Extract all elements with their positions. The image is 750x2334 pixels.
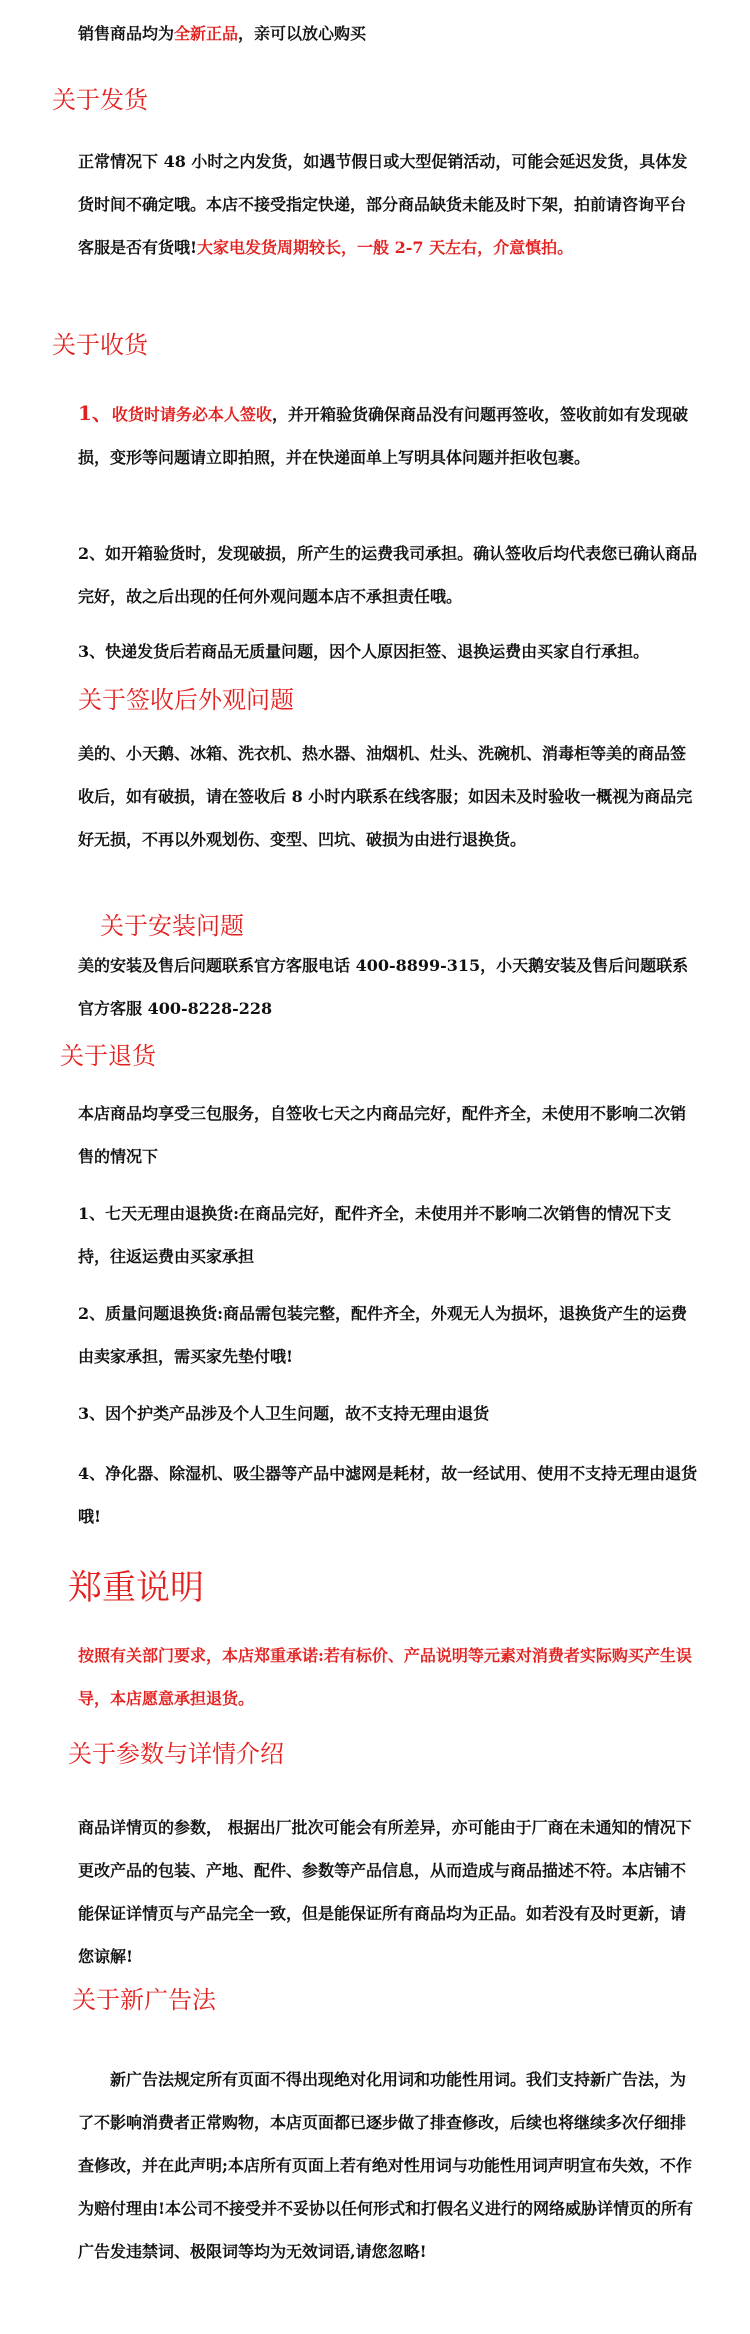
receiving-item-3: 3、快递发货后若商品无质量问题，因个人原因拒签、退换运费由买家自行承担。 bbox=[78, 642, 650, 661]
returns-item-4: 4、净化器、除湿机、吸尘器等产品中滤网是耗材，故一经试用、使用不支持无理由退货哦! bbox=[78, 1464, 698, 1526]
returns-item-2: 2、质量问题退换货:商品需包装完整，配件齐全，外观无人为损坏，退换货产生的运费由卖家承担，需买家先垫付哦! bbox=[78, 1304, 688, 1366]
params-title: 关于参数与详情介绍 bbox=[68, 1740, 284, 1768]
intro-highlight: 全新正品 bbox=[174, 24, 239, 43]
receiving-item-1-highlight: 收货时请务必本人签收 bbox=[111, 405, 272, 424]
shipping-text: 正常情况下 48 小时之内发货，如遇节假日或大型促销活动，可能会延迟发货，具体发货时间不确定哦。本店不接受指定快递，部分商品缺货未能及时下架，拍前请咨询平台客服是否有货哦!大家电发货周期较长，一般 2-7 天左右，介意慎拍。 bbox=[78, 152, 688, 257]
returns-item-1: 1、七天无理由退换货:在商品完好，配件齐全，未使用并不影响二次销售的情况下支持，往返运费由买家承担 bbox=[78, 1204, 672, 1266]
adlaw-title: 关于新广告法 bbox=[72, 1986, 216, 2014]
appearance-title: 关于签收后外观问题 bbox=[78, 686, 294, 714]
shipping-title: 关于发货 bbox=[52, 86, 148, 114]
installation-title: 关于安装问题 bbox=[100, 912, 244, 940]
installation-text: 美的安装及售后问题联系官方客服电话 400-8899-315，小天鹅安装及售后问题联系官方客服 400-8228-228 bbox=[78, 956, 689, 1018]
receiving-item-1: 1、收货时请务必本人签收，并开箱验货确保商品没有问题再签收，签收前如有发现破损，变形等问题请立即拍照，并在快递面单上写明具体问题并拒收包裹。 bbox=[78, 401, 688, 467]
statement-text: 按照有关部门要求，本店郑重承诺:若有标价、产品说明等元素对消费者实际购买产生误导，本店愿意承担退货。 bbox=[78, 1646, 692, 1708]
returns-title: 关于退货 bbox=[60, 1042, 156, 1070]
statement-title: 郑重说明 bbox=[68, 1568, 204, 1608]
receiving-title: 关于收货 bbox=[52, 331, 148, 359]
params-text: 商品详情页的参数， 根据出厂批次可能会有所差异，亦可能由于厂商在未通知的情况下更改产品的包装、产地、配件、参数等产品信息，从而造成与商品描述不符。本店铺不能保证详情页与产品完全一致，但是能保证所有商品均为正品。如若没有及时更新，请您谅解! bbox=[78, 1818, 692, 1966]
adlaw-text: 新广告法规定所有页面不得出现绝对化用词和功能性用词。我们支持新广告法，为了不影响消费者正常购物，本店页面都已逐步做了排查修改，后续也将继续多次仔细排查修改，并在此声明;本店所有页面上若有绝对性用词与功能性用词声明宣布失效，不作为赔付理由!本公司不接受并不妥协以任何形式和打假名义进行的网络威胁详情页的所有广告发违禁词、极限词等均为无效词语,请您忽略! bbox=[78, 2070, 694, 2261]
returns-item-3: 3、因个护类产品涉及个人卫生问题，故不支持无理由退货 bbox=[78, 1404, 490, 1423]
receiving-item-2: 2、如开箱验货时，发现破损，所产生的运费我司承担。确认签收后均代表您已确认商品完好，故之后出现的任何外观问题本店不承担责任哦。 bbox=[78, 544, 698, 606]
appearance-text: 美的、小天鹅、冰箱、洗衣机、热水器、油烟机、灶头、洗碗机、消毒柜等美的商品签收后，如有破损，请在签收后 8 小时内联系在线客服；如因未及时验收一概视为商品完好无损，不再以外观划伤、变型、凹坑、破损为由进行退换货。 bbox=[78, 744, 693, 849]
returns-intro: 本店商品均享受三包服务，自签收七天之内商品完好，配件齐全，未使用不影响二次销售的情况下 bbox=[78, 1104, 687, 1166]
intro-text: 销售商品均为全新正品，亲可以放心购买 bbox=[78, 24, 367, 43]
shipping-warning: 大家电发货周期较长，一般 2-7 天左右，介意慎拍。 bbox=[197, 238, 574, 257]
